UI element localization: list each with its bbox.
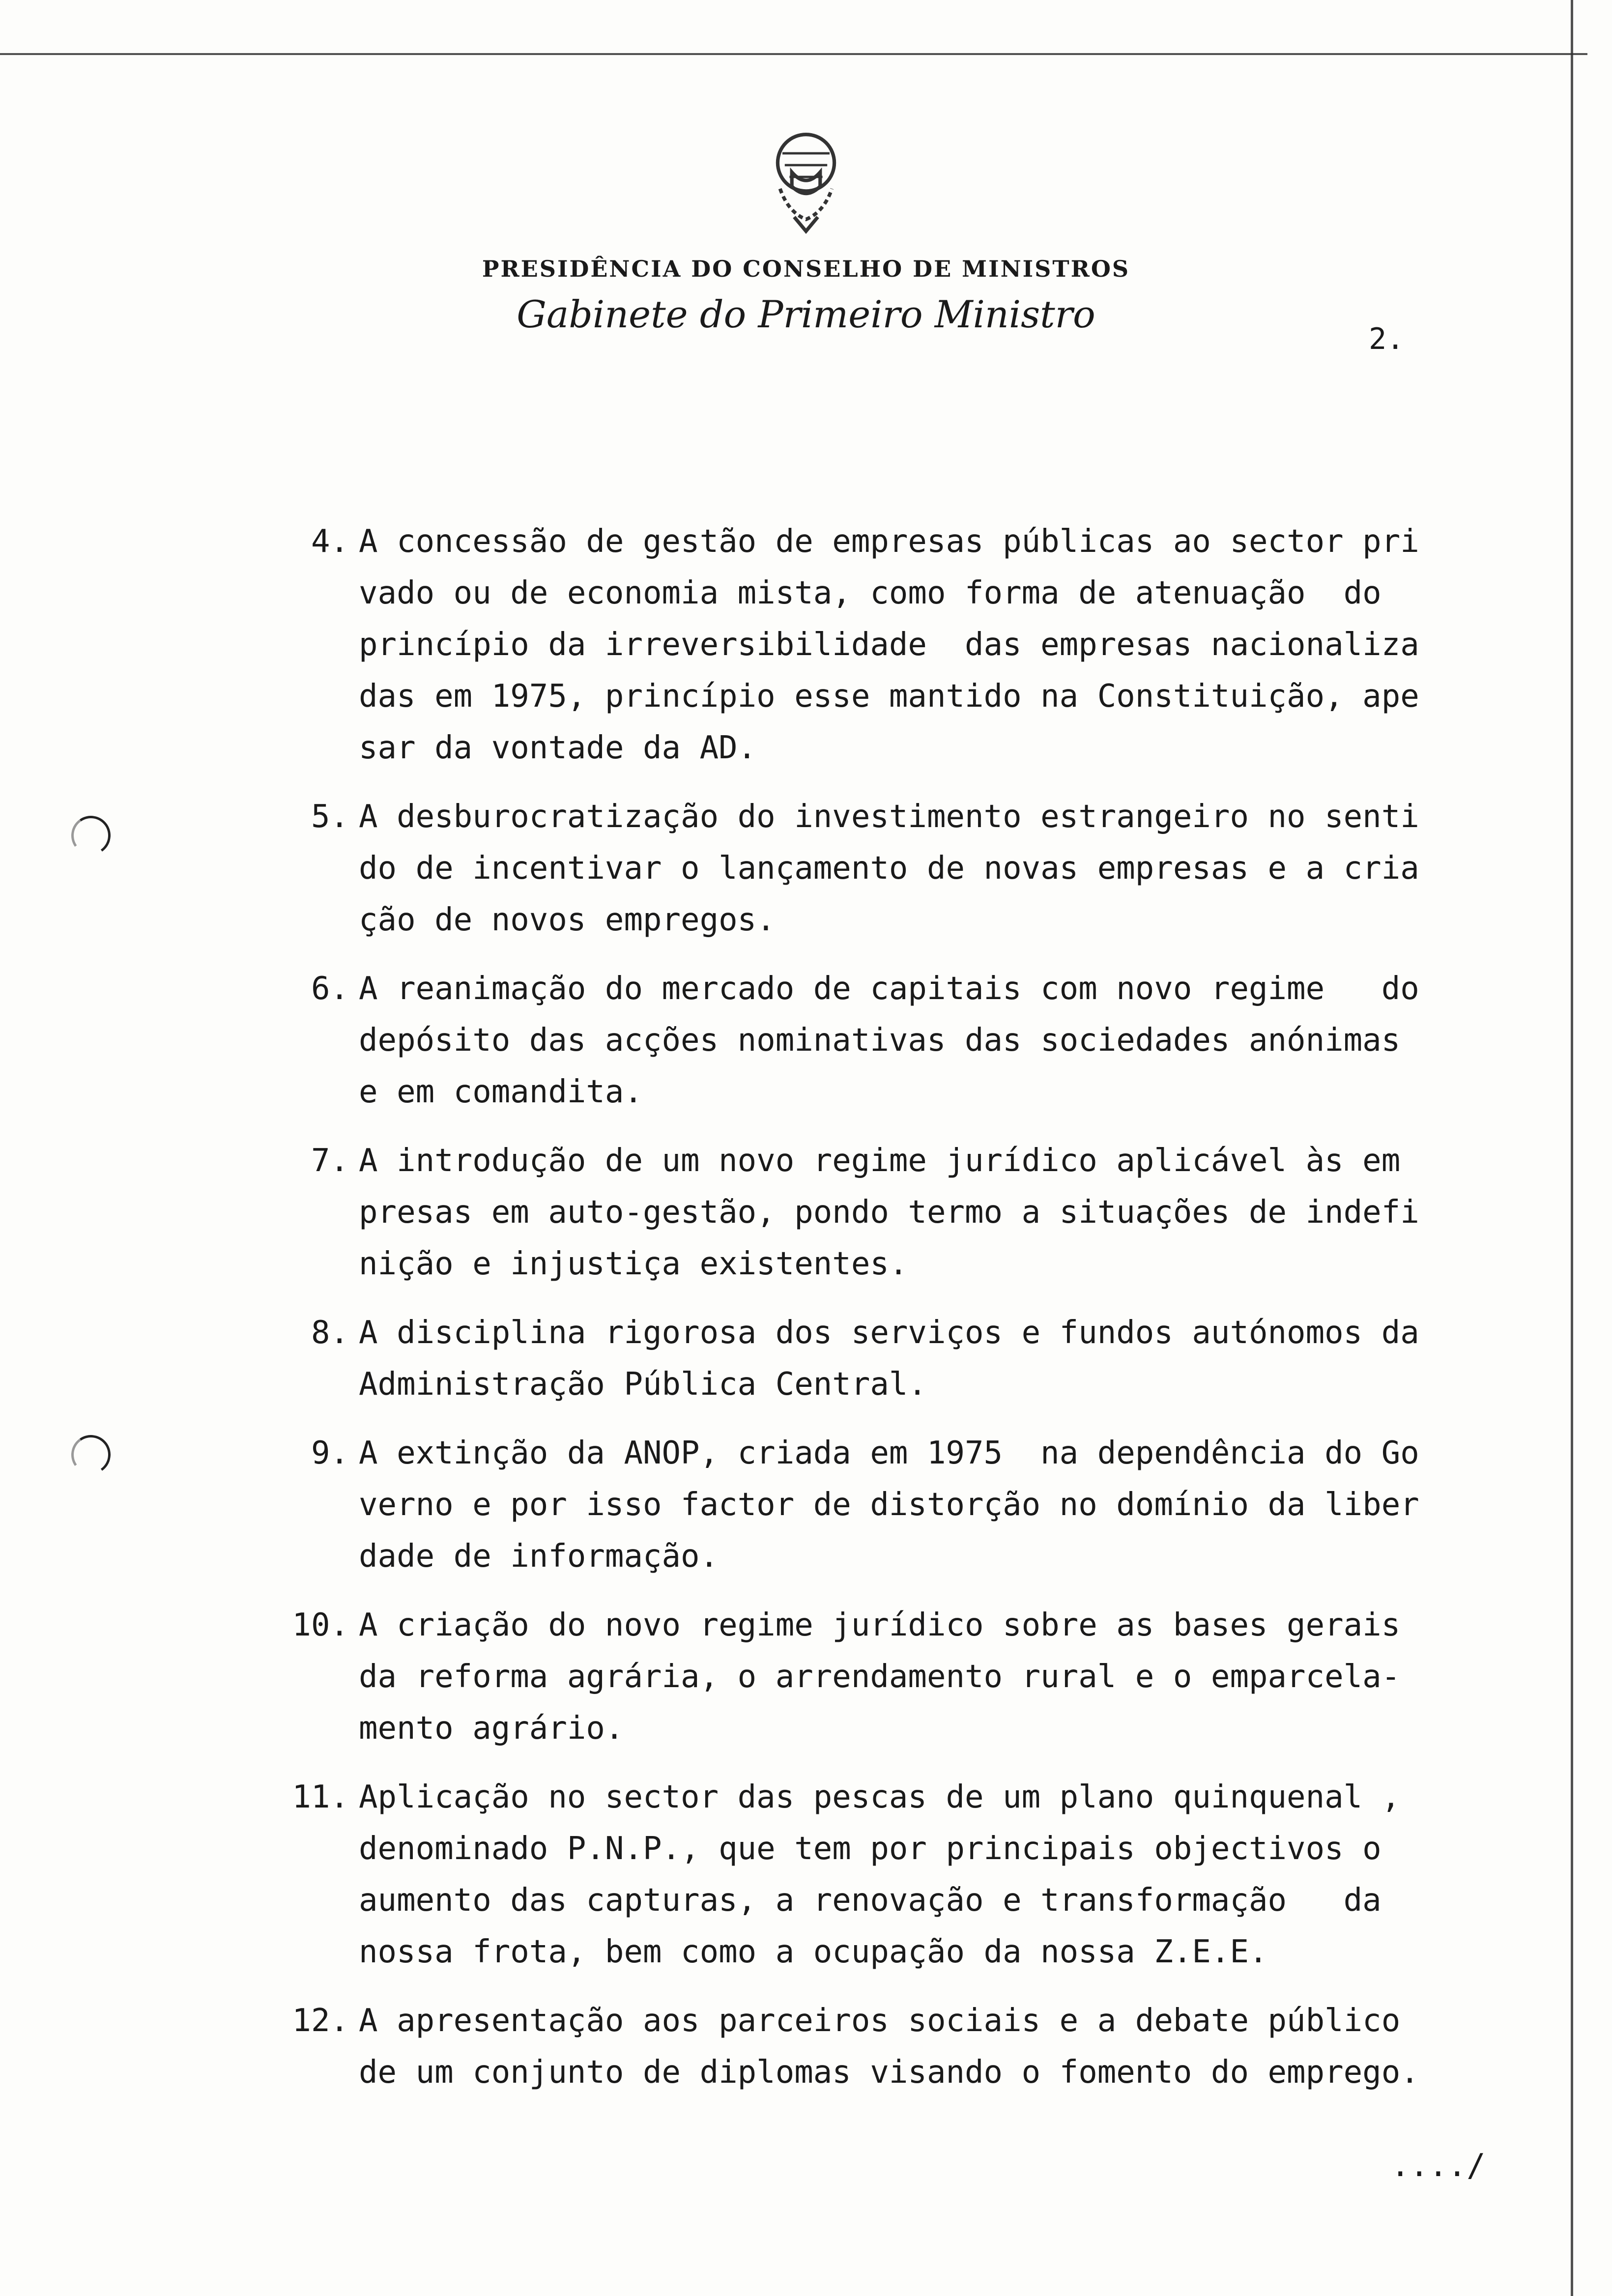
item-number: 8. [311,1315,349,1351]
item-text-line: ção de novos empregos. [359,902,776,938]
item-text-line: Aplicação no sector das pescas de um plano quinquenal , [359,1779,1401,1815]
list-item [275,1995,1465,2098]
item-number: 12. [292,2003,349,2039]
item-text-line: mento agrário. [359,1710,624,1747]
item-text-line: A apresentação aos parceiros sociais e a debate público [359,2003,1401,2039]
coat-of-arms-icon [747,118,865,236]
list-item [275,1428,1465,1582]
presidency-heading: PRESIDÊNCIA DO CONSELHO DE MINISTROS [482,256,1130,282]
item-text-line: verno e por isso factor de distorção no domínio da liber [359,1487,1419,1523]
continuation-mark: ..../ [1391,2148,1486,2184]
list-item [275,963,1465,1118]
item-text-line: de um conjunto de diplomas visando o fomento do emprego. [359,2054,1419,2091]
item-text-line: e em comandita. [359,1074,643,1110]
item-text-line: das em 1975, princípio esse mantido na Constituição, ape [359,678,1419,715]
list-item [275,1307,1465,1410]
item-text-line: A desburocratização do investimento estrangeiro no senti [359,799,1419,835]
item-number: 4. [311,523,349,560]
cabinet-subheading: Gabinete do Primeiro Ministro [517,292,1095,336]
item-text-line: A introdução de um novo regime jurídico aplicável às em [359,1143,1401,1179]
list-item [275,516,1465,774]
item-text-line: nossa frota, bem como a ocupação da nossa Z.E.E. [359,1934,1268,1970]
item-text-line: aumento das capturas, a renovação e transformação da [359,1882,1382,1919]
list-item [275,1600,1465,1754]
item-text-line: sar da vontade da AD. [359,730,757,766]
top-edge-line [0,53,1587,55]
item-number: 10. [292,1607,349,1643]
item-text-line: A extinção da ANOP, criada em 1975 na dependência do Go [359,1435,1419,1471]
item-text-line: depósito das acções nominativas das sociedades anónimas [359,1022,1401,1059]
numbered-list [275,516,1465,2116]
item-text-line: da reforma agrária, o arrendamento rural e o emparcela- [359,1659,1401,1695]
item-text-line: princípio da irreversibilidade das empresas nacionaliza [359,627,1419,663]
item-text-line: nição e injustiça existentes. [359,1246,908,1282]
item-number: 9. [311,1435,349,1471]
page-number: 2. [1369,322,1405,356]
item-text-line: A concessão de gestão de empresas públicas ao sector pri [359,523,1419,560]
list-item [275,1135,1465,1290]
item-number: 7. [311,1143,349,1179]
item-text-line: vado ou de economia mista, como forma de atenuação do [359,575,1382,611]
item-number: 5. [311,799,349,835]
item-text-line: A disciplina rigorosa dos serviços e fundos autónomos da [359,1315,1419,1351]
right-edge-line [1571,0,1573,2296]
item-number: 11. [292,1779,349,1815]
item-number: 6. [311,971,349,1007]
list-item [275,791,1465,946]
item-text-line: Administração Pública Central. [359,1366,927,1403]
punch-hole-mark [68,1432,114,1478]
item-text-line: dade de informação. [359,1538,719,1575]
item-text-line: A criação do novo regime jurídico sobre as bases gerais [359,1607,1401,1643]
item-text-line: denominado P.N.P., que tem por principais objectivos o [359,1831,1382,1867]
item-text-line: do de incentivar o lançamento de novas empresas e a cria [359,850,1419,887]
punch-hole-mark [68,813,114,859]
item-text-line: presas em auto-gestão, pondo termo a situações de indefi [359,1194,1419,1231]
item-text-line: A reanimação do mercado de capitais com novo regime do [359,971,1419,1007]
list-item [275,1772,1465,1978]
